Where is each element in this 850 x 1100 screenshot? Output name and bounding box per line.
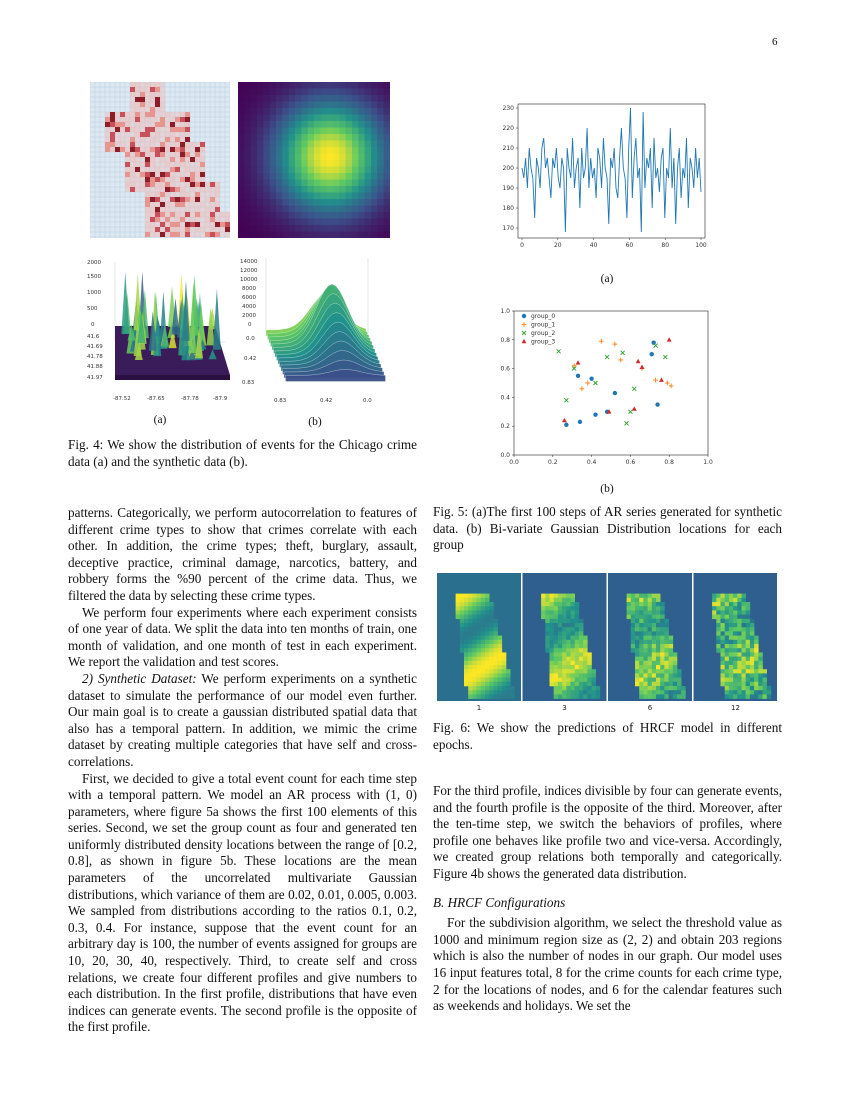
fig5b-y-tick-label: 0.2	[500, 423, 510, 431]
surfB-y-tick: 0.83	[242, 380, 255, 386]
surfA-z-tick: 0	[91, 322, 95, 328]
left-paragraph-3	[68, 671, 417, 771]
fig6-caption: Fig. 6: We show the predictions of HRCF model in different epochs.	[433, 720, 782, 752]
fig5b-point-group_2	[654, 344, 658, 348]
right-paragraph-1: For the third profile, indices divisible by four can generate events, and the fourth profile is the opposite of the third. Moreover, after the ten-time step, we switch the behaviors of profiles, where profile one behaves like profile two and vice-versa. Accordingly, we created group relations both temporally and categorically. Figure 4b shows the generated data distribution.	[433, 783, 782, 881]
fig5b-legend-label: group_0	[531, 313, 556, 320]
surfA-z-tick: 1000	[87, 290, 101, 296]
fig5-label-b: (b)	[600, 483, 614, 495]
fig5b-point-group_1	[599, 339, 604, 344]
fig5b-point-group_1	[612, 342, 617, 347]
fig5a-y-tick-label: 230	[502, 105, 514, 112]
surfA-z-tick: 2000	[87, 260, 101, 266]
surfB-y-tick: 0.0	[246, 336, 255, 342]
fig5a-x-tick-label: 100	[695, 242, 707, 249]
fig5b-legend-label: group_3	[531, 338, 556, 346]
surfB-x-tick: 0.42	[320, 398, 333, 404]
left-column	[68, 505, 417, 1036]
fig5a-svg	[490, 98, 715, 260]
fig5b-point-group_3	[576, 360, 581, 364]
left-paragraph-1: patterns. Categorically, we perform autocorrelation to features of different crime types to show that crimes correlate with each other. In addition, the crime types; theft, burglary, assault, deceptive practice, criminal damage, narcotics, battery, and robbery forms the %90 percent of the crime data. Thus, we filtered the data by selecting these crime types.	[68, 505, 417, 603]
fig5a-y-tick-label: 170	[502, 225, 514, 232]
fig5-label-a: (a)	[600, 273, 614, 285]
fig5b-x-tick-label: 0.0	[509, 459, 519, 466]
surfB-z-tick: 12000	[240, 268, 258, 274]
fig5a-line-chart	[490, 98, 715, 260]
fig5b-x-tick-label: 0.4	[586, 459, 597, 466]
page-number: 6	[772, 36, 778, 48]
surfB-z-tick: 2000	[242, 313, 256, 319]
surfA-y-tick: 41.88	[87, 364, 103, 370]
fig5b-scatter-chart	[490, 303, 715, 468]
fig5b-point-group_3	[636, 359, 641, 363]
fig5b-x-tick-label: 0.2	[548, 459, 558, 466]
fig6-epoch-label: 6	[647, 704, 653, 712]
fig5b-legend-label: group_2	[531, 330, 556, 337]
fig5b-point-group_2	[621, 351, 625, 355]
fig4-map-svg	[90, 82, 230, 238]
fig6-svg	[437, 573, 777, 713]
surfA-x-tick: -87.65	[147, 396, 165, 402]
surfB-z-tick: 10000	[240, 277, 258, 283]
fig5b-point-group_3	[667, 337, 672, 341]
left-paragraph-4: First, we decided to give a total event count for each time step with a temporal pattern. We model an AR process with (1, 0) parameters, where figure 5a shows the first 100 elements of this series. Second, we set the group count as four and generated ten uniformly distributed density locations between the range of [0.2, 0.8], as shown in figure 5b. These locations are the mean parameters of the uncorrelated multivariate Gaussian distributions, which variance of them are 0.02, 0.01, 0.005, 0.003. We sampled from distributions according to the ratios 0.1, 0.2, 0.3, 0.4. For instance, suppose that the event count for an arbitrary day is 100, the number of events assigned for groups are 10, 20, 30, 40, respectively. Third, to create self and cross relations, we create four different profiles and give numbers to each distribution. In the first profile, distributions that have even indices can generate events. The second profile is the opposite of the first profile.	[68, 770, 417, 1035]
fig5a-series-line	[522, 108, 701, 232]
surfB-z-tick: 8000	[242, 286, 256, 292]
surfA-z-tick: 1500	[87, 274, 101, 280]
fig5b-legend-marker	[522, 322, 527, 327]
fig5b-point-group_2	[632, 387, 636, 391]
fig5b-y-tick-label: 0.4	[500, 394, 510, 402]
fig5b-point-group_0	[650, 352, 654, 356]
fig5a-y-tick-label: 210	[502, 145, 514, 152]
fig5a-x-tick-label: 60	[625, 242, 634, 249]
fig5a-x-tick-label: 0	[520, 242, 524, 249]
fig6-epoch-label: 12	[731, 704, 740, 712]
fig5b-point-group_2	[628, 410, 632, 414]
fig4-gaussian-heatmap	[238, 82, 390, 238]
fig5b-point-group_3	[659, 378, 664, 382]
fig4-map-heatmap	[90, 82, 230, 238]
surfB-z-tick: 4000	[242, 304, 256, 310]
fig5b-point-group_1	[665, 381, 670, 386]
fig5b-point-group_2	[625, 421, 629, 425]
fig5b-legend-marker	[522, 339, 527, 343]
fig5b-point-group_0	[593, 412, 597, 416]
fig5b-point-group_0	[578, 420, 582, 424]
fig6-predictions	[437, 573, 777, 713]
fig5b-legend-label: group_1	[531, 321, 556, 329]
section-heading-hrcf: B. HRCF Configurations	[433, 894, 566, 910]
fig5a-y-tick-label: 220	[502, 125, 514, 132]
fig5b-point-group_0	[613, 391, 617, 395]
fig5b-point-group_1	[618, 358, 623, 363]
fig5a-y-tick-label: 190	[502, 185, 514, 192]
fig4-gauss-svg	[238, 82, 390, 238]
fig5b-point-group_2	[593, 381, 597, 385]
fig5b-x-tick-label: 1.0	[703, 459, 713, 466]
surfB-x-tick: 0.0	[363, 398, 372, 404]
fig4-surface-b-svg	[238, 250, 388, 410]
fig5b-point-group_3	[562, 418, 567, 422]
fig5b-point-group_0	[655, 402, 659, 406]
fig5b-y-tick-label: 1.0	[500, 308, 510, 315]
fig5b-point-group_3	[632, 406, 637, 410]
surfA-y-tick: 41.78	[87, 354, 103, 360]
fig5a-x-tick-label: 40	[589, 242, 598, 249]
fig5b-y-tick-label: 0.0	[500, 452, 510, 459]
fig4-caption: Fig. 4: We show the distribution of events for the Chicago crime data (a) and the synthetic data (b).	[68, 437, 417, 469]
surfB-x-tick: 0.83	[274, 398, 287, 404]
fig5a-x-tick-label: 20	[553, 242, 562, 249]
fig4-surface-b	[238, 250, 388, 410]
fig5-caption: Fig. 5: (a)The first 100 steps of AR series generated for synthetic data. (b) Bi-variate Gaussian Distribution locations for each group	[433, 504, 782, 553]
surfA-x-tick: -87.78	[181, 396, 199, 402]
fig5a-y-tick-label: 180	[502, 205, 514, 212]
fig5b-point-group_2	[557, 349, 561, 353]
fig5a-y-tick-label: 200	[502, 165, 514, 172]
fig4-label-b: (b)	[308, 416, 322, 428]
fig5a-plot-frame	[518, 104, 705, 238]
fig5b-point-group_1	[669, 383, 674, 388]
fig5b-point-group_2	[605, 355, 609, 359]
fig5b-point-group_0	[589, 376, 593, 380]
left-paragraph-3-text: We perform experiments on a synthetic dataset to simulate the performance of our model even further. Our main goal is to create a gaussian distributed spatial data that also has a temporal pattern. In addition, we mimic the crime dataset by creating multiple categories that have self and cross-correlations.	[68, 670, 418, 769]
fig5b-legend-marker	[522, 331, 526, 335]
fig6-epoch-label: 3	[562, 704, 567, 712]
synthetic-dataset-heading: 2) Synthetic Dataset:	[82, 670, 197, 686]
surfA-x-tick: -87.52	[113, 396, 131, 402]
surfB-z-tick: 6000	[242, 295, 256, 301]
fig4-label-a: (a)	[153, 414, 167, 426]
fig5b-point-group_2	[663, 355, 667, 359]
right-paragraph-2: For the subdivision algorithm, we select the threshold value as 1000 and minimum region size as (2, 2) and obtain 203 regions which is also the number of nodes in our graph. Our model uses 16 input features total, 8 for the crime counts for each crime type, 2 for the locations of nodes, and 6 for the calendar features such as weekends and holidays. We set the	[433, 915, 782, 1014]
fig6-epoch-label: 1	[476, 704, 482, 712]
fig5b-y-tick-label: 0.6	[500, 365, 510, 373]
fig5b-point-group_1	[653, 378, 658, 383]
surfA-z-tick: 500	[87, 306, 98, 312]
fig4-surface-a-svg	[85, 250, 235, 410]
fig5b-y-tick-label: 0.8	[500, 336, 510, 344]
fig5b-point-group_3	[640, 365, 645, 369]
surfB-y-tick: 0.42	[244, 356, 257, 362]
surfA-y-tick: 41.6	[87, 334, 100, 340]
fig5b-point-group_1	[585, 381, 590, 386]
fig5b-svg	[490, 303, 715, 468]
surfB-z-tick: 14000	[240, 259, 258, 265]
fig5b-x-tick-label: 0.6	[625, 459, 636, 466]
fig5b-point-group_1	[580, 386, 585, 391]
fig5a-x-tick-label: 80	[661, 242, 670, 249]
surfA-y-tick: 41.69	[87, 344, 103, 350]
surfA-x-tick: -87.9	[213, 396, 228, 402]
surfA-y-tick: 41.97	[87, 375, 103, 381]
left-paragraph-2: We perform four experiments where each experiment consists of one year of data. We split the data into ten months of train, one month of validation, and one month of test in each experiment. We report the validation and test scores.	[68, 604, 417, 670]
fig5b-point-group_0	[564, 423, 568, 427]
surfB-z-tick: 0	[248, 322, 252, 328]
fig4-surface-a	[85, 250, 235, 410]
fig5b-point-group_0	[576, 374, 580, 378]
fig5b-x-tick-label: 0.8	[664, 459, 674, 466]
fig5b-point-group_2	[564, 398, 568, 402]
right-column	[433, 783, 782, 1015]
fig5b-legend-marker	[522, 314, 526, 318]
